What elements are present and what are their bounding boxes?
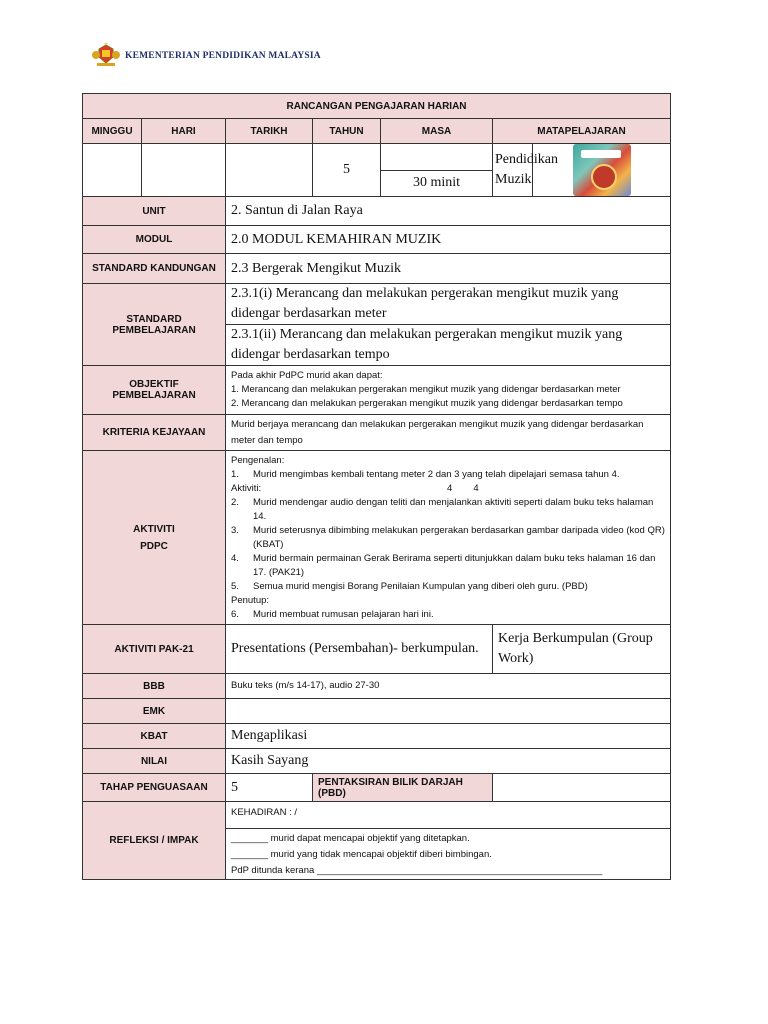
aktiviti-item-3 xyxy=(231,524,665,552)
refleksi-kehadiran: KEHADIRAN : / xyxy=(226,802,670,829)
label-pak21: AKTIVITI PAK-21 xyxy=(83,625,226,674)
label-unit: UNIT xyxy=(83,197,226,226)
aktiviti-item-4-num: 4. xyxy=(231,552,239,564)
ministry-name: KEMENTERIAN PENDIDIKAN MALAYSIA xyxy=(125,51,321,61)
label-nilai: NILAI xyxy=(83,749,226,774)
aktiviti-label: Aktiviti: xyxy=(231,482,262,494)
label-standard-kandungan: STANDARD KANDUNGAN xyxy=(83,254,226,284)
bbb-value: Buku teks (m/s 14-17), audio 27-30 xyxy=(226,674,671,699)
aktiviti-item-5-text: Semua murid mengisi Borang Penilaian Kumpulan yang diberi oleh guru. (PBD) xyxy=(253,580,588,592)
aktiviti-item-5 xyxy=(231,580,665,594)
col-minggu: MINGGU xyxy=(83,119,142,144)
standard-pembelajaran-1: 2.3.1(i) Merancang dan melakukan pergerakan mengikut muzik yang didengar berdasarkan meter xyxy=(226,284,671,325)
aktiviti-item-4 xyxy=(231,552,665,580)
standard-kandungan-value: 2.3 Bergerak Mengikut Muzik xyxy=(226,254,671,284)
lesson-plan-table xyxy=(82,93,671,880)
val-hari xyxy=(142,144,226,197)
col-masa: MASA xyxy=(381,119,493,144)
label-kriteria: KRITERIA KEJAYAAN xyxy=(83,415,226,451)
aktiviti-label-row xyxy=(231,482,665,496)
ministry-header xyxy=(91,42,321,70)
col-tahun: TAHUN xyxy=(313,119,381,144)
aktiviti-item-2 xyxy=(231,496,665,524)
label-kbat: KBAT xyxy=(83,724,226,749)
val-tahun: 5 xyxy=(313,144,381,197)
label-pbd: PENTAKSIRAN BILIK DARJAH (PBD) xyxy=(313,774,493,802)
objektif-item-2: 2. Merancang dan melakukan pergerakan mengikut muzik yang didengar berdasarkan tempo xyxy=(231,398,623,409)
val-minggu xyxy=(83,144,142,197)
aktiviti-item-3-num: 3. xyxy=(231,524,239,536)
textbook-cover-image xyxy=(573,144,631,196)
objektif-item-1: 1. Merancang dan melakukan pergerakan mengikut muzik yang didengar berdasarkan meter xyxy=(231,384,621,395)
label-aktiviti xyxy=(83,451,226,625)
aktiviti-pengenalan: Pengenalan: xyxy=(231,454,285,466)
label-modul: MODUL xyxy=(83,226,226,254)
aktiviti-cell xyxy=(226,451,671,625)
standard-pembelajaran-2: 2.3.1(ii) Merancang dan melakukan pergerakan mengikut muzik yang didengar berdasarkan tempo xyxy=(226,325,671,366)
objektif-intro: Pada akhir PdPC murid akan dapat: xyxy=(231,370,383,381)
aktiviti-item-1-text: Murid mengimbas kembali tentang meter 2 dan 3 yang telah dipelajari semasa tahun 4. xyxy=(253,468,620,480)
aktiviti-item-6 xyxy=(231,608,665,622)
tahap-value: 5 xyxy=(226,774,313,802)
aktiviti-item-2-num: 2. xyxy=(231,496,239,508)
val-tarikh xyxy=(226,144,313,197)
cover-title-band xyxy=(581,150,621,158)
val-masa: 30 minit xyxy=(381,170,493,197)
label-objektif: OBJEKTIF PEMBELAJARAN xyxy=(83,366,226,415)
kriteria-value: Murid berjaya merancang dan melakukan pergerakan mengikut muzik yang didengar berdasarkan meter dan tempo xyxy=(226,415,671,451)
label-emk: EMK xyxy=(83,699,226,724)
label-bbb: BBB xyxy=(83,674,226,699)
refleksi-line-3: PdP ditunda kerana ______________________________________________________ xyxy=(231,865,603,876)
aktiviti-item-6-num: 6. xyxy=(231,608,239,620)
col-hari: HARI xyxy=(142,119,226,144)
aktiviti-item-6-text: Murid membuat rumusan pelajaran hari ini. xyxy=(253,608,434,620)
aktiviti-marks: 4 4 xyxy=(447,482,479,494)
pak21-left: Presentations (Persembahan)- berkumpulan. xyxy=(226,625,493,674)
refleksi-line-1: _______ murid dapat mencapai objektif yang ditetapkan. xyxy=(231,833,470,844)
label-tahap: TAHAP PENGUASAAN xyxy=(83,774,226,802)
aktiviti-item-1-num: 1. xyxy=(231,468,239,480)
emk-value xyxy=(226,699,671,724)
nilai-value: Kasih Sayang xyxy=(226,749,671,774)
pak21-right: Kerja Berkumpulan (Group Work) xyxy=(493,625,671,674)
aktiviti-penutup: Penutup: xyxy=(231,594,270,606)
label-sp-line1: STANDARD xyxy=(126,313,182,325)
plan-title: RANCANGAN PENGAJARAN HARIAN xyxy=(83,94,671,119)
aktiviti-item-4-text: Murid bermain permainan Gerak Berirama seperti ditunjukkan dalam buku teks halaman 16 dan 17. (PAK21) xyxy=(253,552,656,578)
cover-illustration xyxy=(591,164,617,190)
modul-value: 2.0 MODUL KEMAHIRAN MUZIK xyxy=(226,226,671,254)
pbd-value xyxy=(493,774,671,802)
col-matapelajaran: MATAPELAJARAN xyxy=(493,119,671,144)
unit-value: 2. Santun di Jalan Raya xyxy=(226,197,671,226)
label-aktiviti-line1: AKTIVITI xyxy=(133,523,175,535)
refleksi-line-2: _______ murid yang tidak mencapai objektif diberi bimbingan. xyxy=(231,849,492,860)
val-masa-top xyxy=(381,144,493,171)
col-tarikh: TARIKH xyxy=(226,119,313,144)
aktiviti-item-5-num: 5. xyxy=(231,580,239,592)
aktiviti-item-3-text: Murid seterusnya dibimbing melakukan pergerakan berdasarkan gambar daripada video (kod QR) (KBAT) xyxy=(253,524,665,550)
coat-of-arms-icon xyxy=(91,43,121,69)
aktiviti-item-1 xyxy=(231,468,665,482)
kbat-value: Mengaplikasi xyxy=(226,724,671,749)
label-aktiviti-line2: PDPC xyxy=(140,540,168,552)
label-standard-pembelajaran xyxy=(83,284,226,366)
label-sp-line2: PEMBELAJARAN xyxy=(112,324,196,336)
label-refleksi: REFLEKSI / IMPAK xyxy=(83,802,226,880)
val-matapelajaran: Pendidikan Muzik xyxy=(493,144,533,197)
refleksi-cell xyxy=(226,802,671,880)
aktiviti-item-2-text: Murid mendengar audio dengan teliti dan menjalankan aktiviti seperti dalam buku teks halaman 14. xyxy=(253,496,654,522)
objektif-cell xyxy=(226,366,671,415)
